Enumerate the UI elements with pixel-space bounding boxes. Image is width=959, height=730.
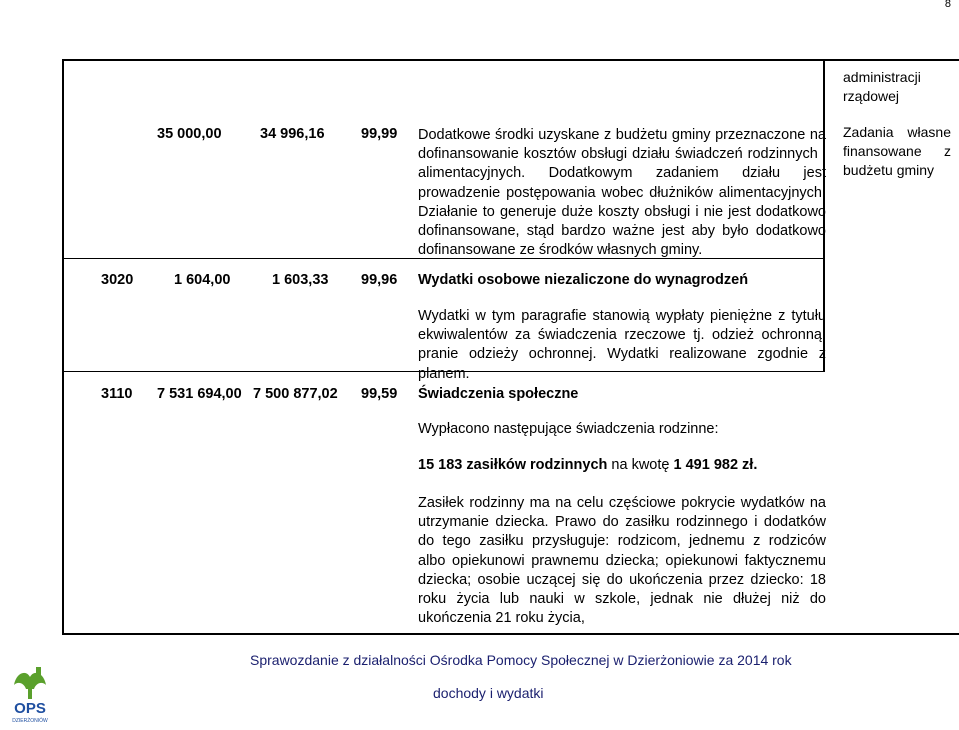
row2-plan: 1 604,00 <box>174 272 231 288</box>
row3-plan: 7 531 694,00 <box>157 386 242 402</box>
row2-description: Wydatki w tym paragrafie stanowią wypłaty pieniężne z tytułu ekwiwalentów za świadczenia rzeczowe tj. odzież ochronną, pranie odzieży ochronnej. Wydatki realizowane zgodnie z planem. <box>418 308 826 382</box>
benefit-count: 15 183 zasiłków rodzinnych <box>418 457 608 473</box>
benefit-amount: 1 491 982 zł. <box>673 457 758 473</box>
row2-executed: 1 603,33 <box>272 272 329 288</box>
row2-heading: Wydatki osobowe niezaliczone do wynagrodzeń <box>418 272 749 288</box>
row3-percent: 99,59 <box>361 386 398 402</box>
row2-percent: 99,96 <box>361 272 398 288</box>
row1-side-note: Zadania własne finansowane z budżetu gminy <box>843 124 951 178</box>
row1-percent: 99,99 <box>361 126 398 142</box>
row3-description: Zasiłek rodzinny ma na celu częściowe pokrycie wydatków na utrzymanie dziecka. Prawo do zasiłku rodzinnego i dodatków do tego zasiłku przysługuje: rodzicom, jednemu z rodziców albo opiekunowi prawnemu dziecka; opiekunowi faktycznemu dziecka; osobie uczącej się do ukończenia przez dziecko: 18 roku życia lub nauki w szkole, jednak nie dłużej niż do ukończenia 21 roku życia, <box>418 495 826 627</box>
logo-text: OPS <box>14 700 46 717</box>
table-bottom-border <box>62 633 959 635</box>
row1-description: Dodatkowe środki uzyskane z budżetu gminy przeznaczone na dofinansowanie kosztów obsługi działu świadczeń rodzinnych i alimentacyjnych. Dodatkowym zadaniem działu jest prowadzenie postępowania wobec dłużników alimentacyjnych. Działanie to generuje duże koszty obsługi i nie jest dodatkowo dofinansowane, stąd bardzo ważne jest aby było dodatkowo dofinansowane ze środków własnych gminy. <box>418 127 826 259</box>
amount-prefix: na kwotę <box>611 457 670 473</box>
ops-logo-icon <box>6 663 54 725</box>
row1-executed: 34 996,16 <box>260 126 325 142</box>
row3-benefit-line <box>418 457 757 473</box>
row1-plan: 35 000,00 <box>157 126 222 142</box>
right-column-top-text: administracji rządowej <box>843 69 921 104</box>
footer-subtitle: dochody i wydatki <box>433 685 544 701</box>
logo-subtext: DZIERŻONIÓW <box>12 718 48 724</box>
page-number: 8 <box>944 0 951 10</box>
row2-paragraph: 3020 <box>101 272 134 288</box>
row3-paragraph: 3110 <box>101 386 133 402</box>
table-left-border <box>62 59 64 635</box>
footer-report-title: Sprawozdanie z działalności Ośrodka Pomocy Społecznej w Dzierżoniowie za 2014 rok <box>250 652 792 668</box>
row3-executed: 7 500 877,02 <box>253 386 338 402</box>
row3-heading: Świadczenia społeczne <box>418 386 579 402</box>
row3-intro: Wypłacono następujące świadczenia rodzinne: <box>418 421 719 437</box>
